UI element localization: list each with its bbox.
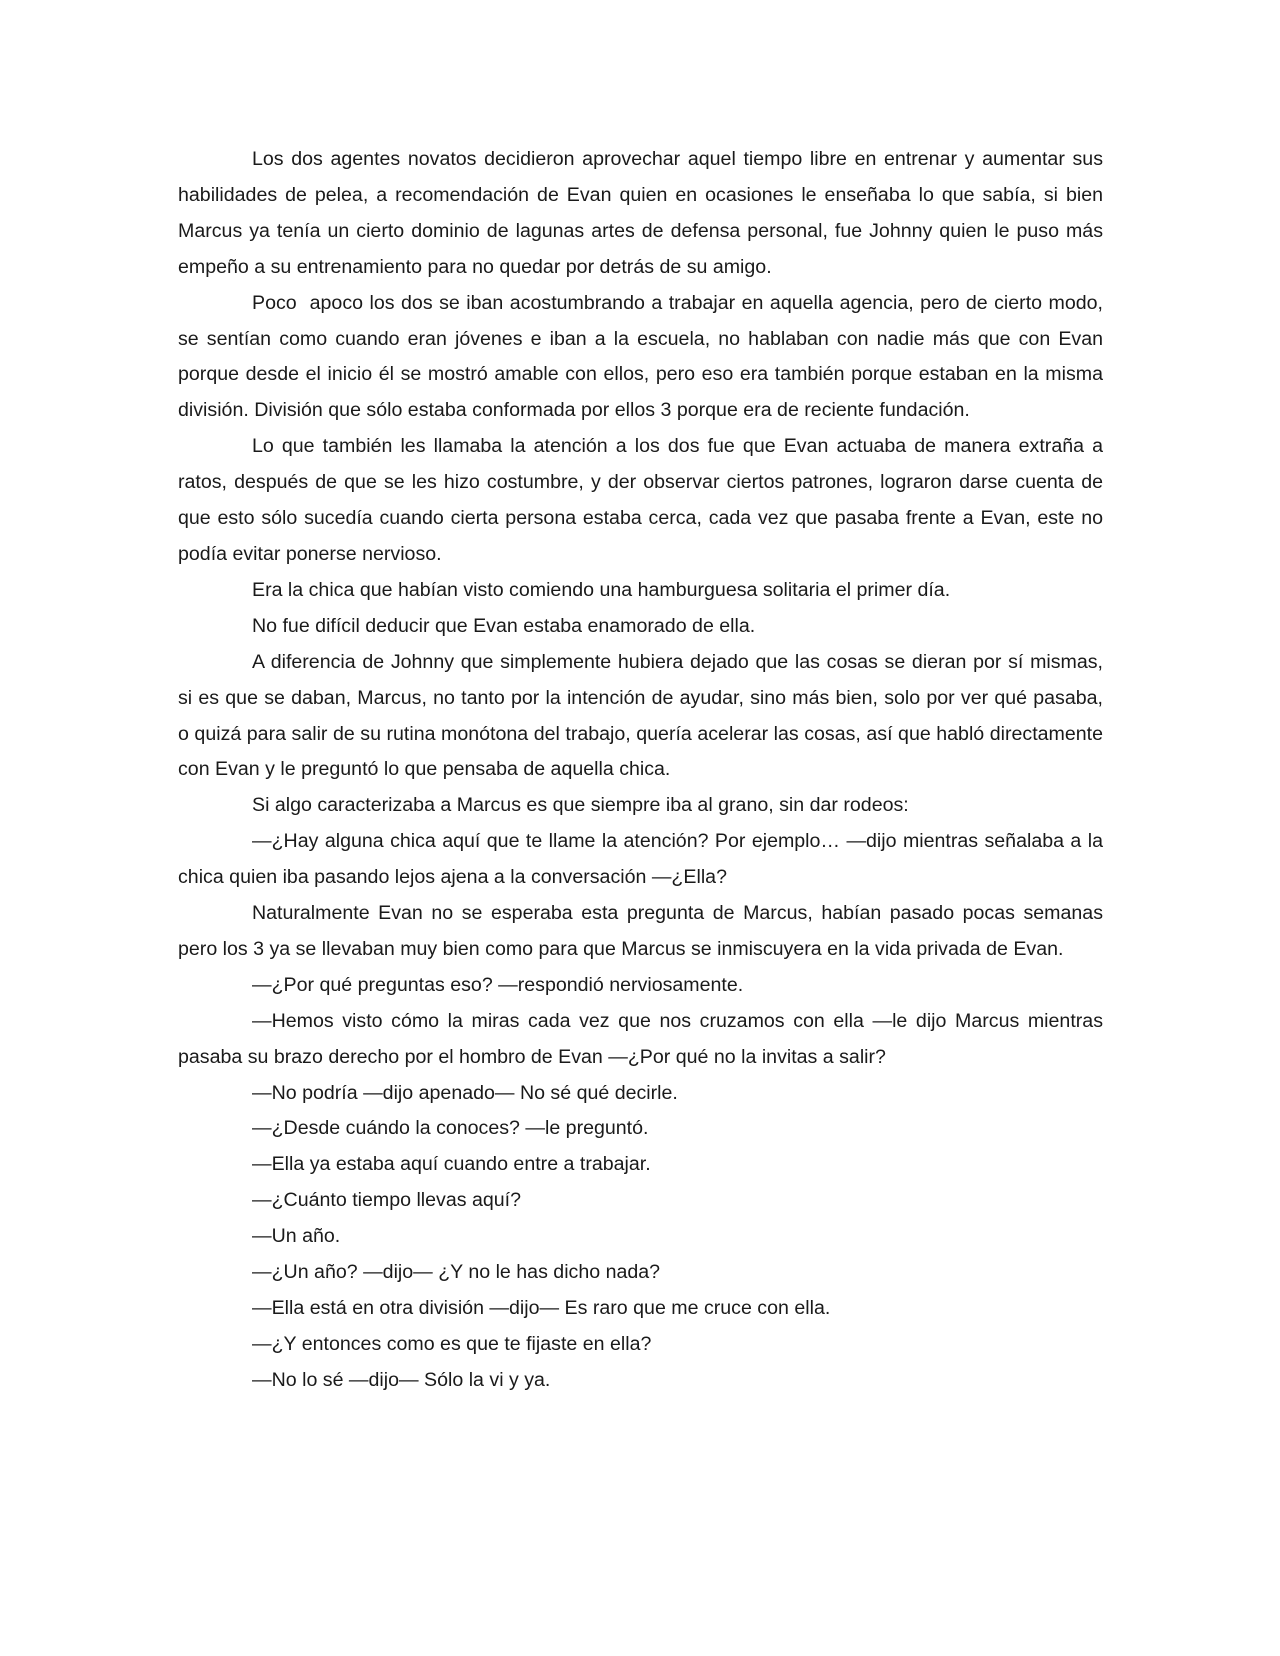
paragraph: No fue difícil deducir que Evan estaba enamorado de ella. <box>252 614 756 637</box>
paragraph: Si algo caracterizaba a Marcus es que siempre iba al grano, sin dar rodeos: <box>252 794 909 817</box>
document-body <box>178 142 1109 1399</box>
dialogue-line: —No lo sé —dijo— Sólo la vi y ya. <box>252 1368 551 1391</box>
dialogue-line: —No podría —dijo apenado— No sé qué decirle. <box>252 1081 678 1104</box>
dialogue-line: —¿Hay alguna chica aquí que te llame la atención? Por ejemplo… —dijo mientras señalaba a la chica quien iba pasando lejos ajena a la conversación —¿Ella? <box>178 830 1109 889</box>
paragraph: A diferencia de Johnny que simplemente hubiera dejado que las cosas se dieran por sí mismas, si es que se daban, Marcus, no tanto por la intención de ayudar, sino más bien, solo por ver qué pasaba, o quizá para salir de su rutina monótona del trabajo, quería acelerar las cosas, así que habló directamente con Evan y le preguntó lo que pensaba de aquella chica. <box>178 650 1109 781</box>
dialogue-line: —¿Un año? —dijo— ¿Y no le has dicho nada? <box>252 1261 661 1284</box>
dialogue-line: —¿Por qué preguntas eso? —respondió nerviosamente. <box>252 973 744 996</box>
dialogue-line: —¿Y entonces como es que te fijaste en ella? <box>252 1332 652 1355</box>
paragraph: Los dos agentes novatos decidieron aprovechar aquel tiempo libre en entrenar y aumentar sus habilidades de pelea, a recomendación de Evan quien en ocasiones le enseñaba lo que sabía, si bien Marcus ya tenía un cierto dominio de lagunas artes de defensa personal, fue Johnny quien le puso más empeño a su entrenamiento para no quedar por detrás de su amigo. <box>178 148 1109 278</box>
paragraph: Era la chica que habían visto comiendo una hamburguesa solitaria el primer día. <box>252 578 951 601</box>
dialogue-line: —Un año. <box>252 1225 341 1248</box>
paragraph: Lo que también les llamaba la atención a los dos fue que Evan actuaba de manera extraña a ratos, después de que se les hizo costumbre, y der observar ciertos patrones, lograron darse cuenta de que esto sólo sucedía cuando cierta persona estaba cerca, cada vez que pasaba frente a Evan, este no podía evitar ponerse nervioso. <box>178 435 1109 565</box>
dialogue-line: —Hemos visto cómo la miras cada vez que nos cruzamos con ella —le dijo Marcus mientras pasaba su brazo derecho por el hombro de Evan —¿Por qué no la invitas a salir? <box>178 1009 1109 1068</box>
dialogue-line: —Ella ya estaba aquí cuando entre a trabajar. <box>252 1153 651 1176</box>
dialogue-line: —¿Cuánto tiempo llevas aquí? <box>252 1189 522 1212</box>
paragraph: Naturalmente Evan no se esperaba esta pregunta de Marcus, habían pasado pocas semanas pero los 3 ya se llevaban muy bien como para que Marcus se inmiscuyera en la vida privada de Evan. <box>178 902 1109 960</box>
dialogue-line: —¿Desde cuándo la conoces? —le preguntó. <box>252 1117 649 1140</box>
dialogue-line: —Ella está en otra división —dijo— Es raro que me cruce con ella. <box>252 1297 831 1319</box>
paragraph: Poco apoco los dos se iban acostumbrando a trabajar en aquella agencia, pero de cierto modo, se sentían como cuando eran jóvenes e iban a la escuela, no hablaban con nadie más que con Evan porque desde el inicio él se mostró amable con ellos, pero eso era también porque estaban en la misma división. División que sólo estaba conformada por ellos 3 porque era de reciente fundación. <box>178 291 1109 422</box>
